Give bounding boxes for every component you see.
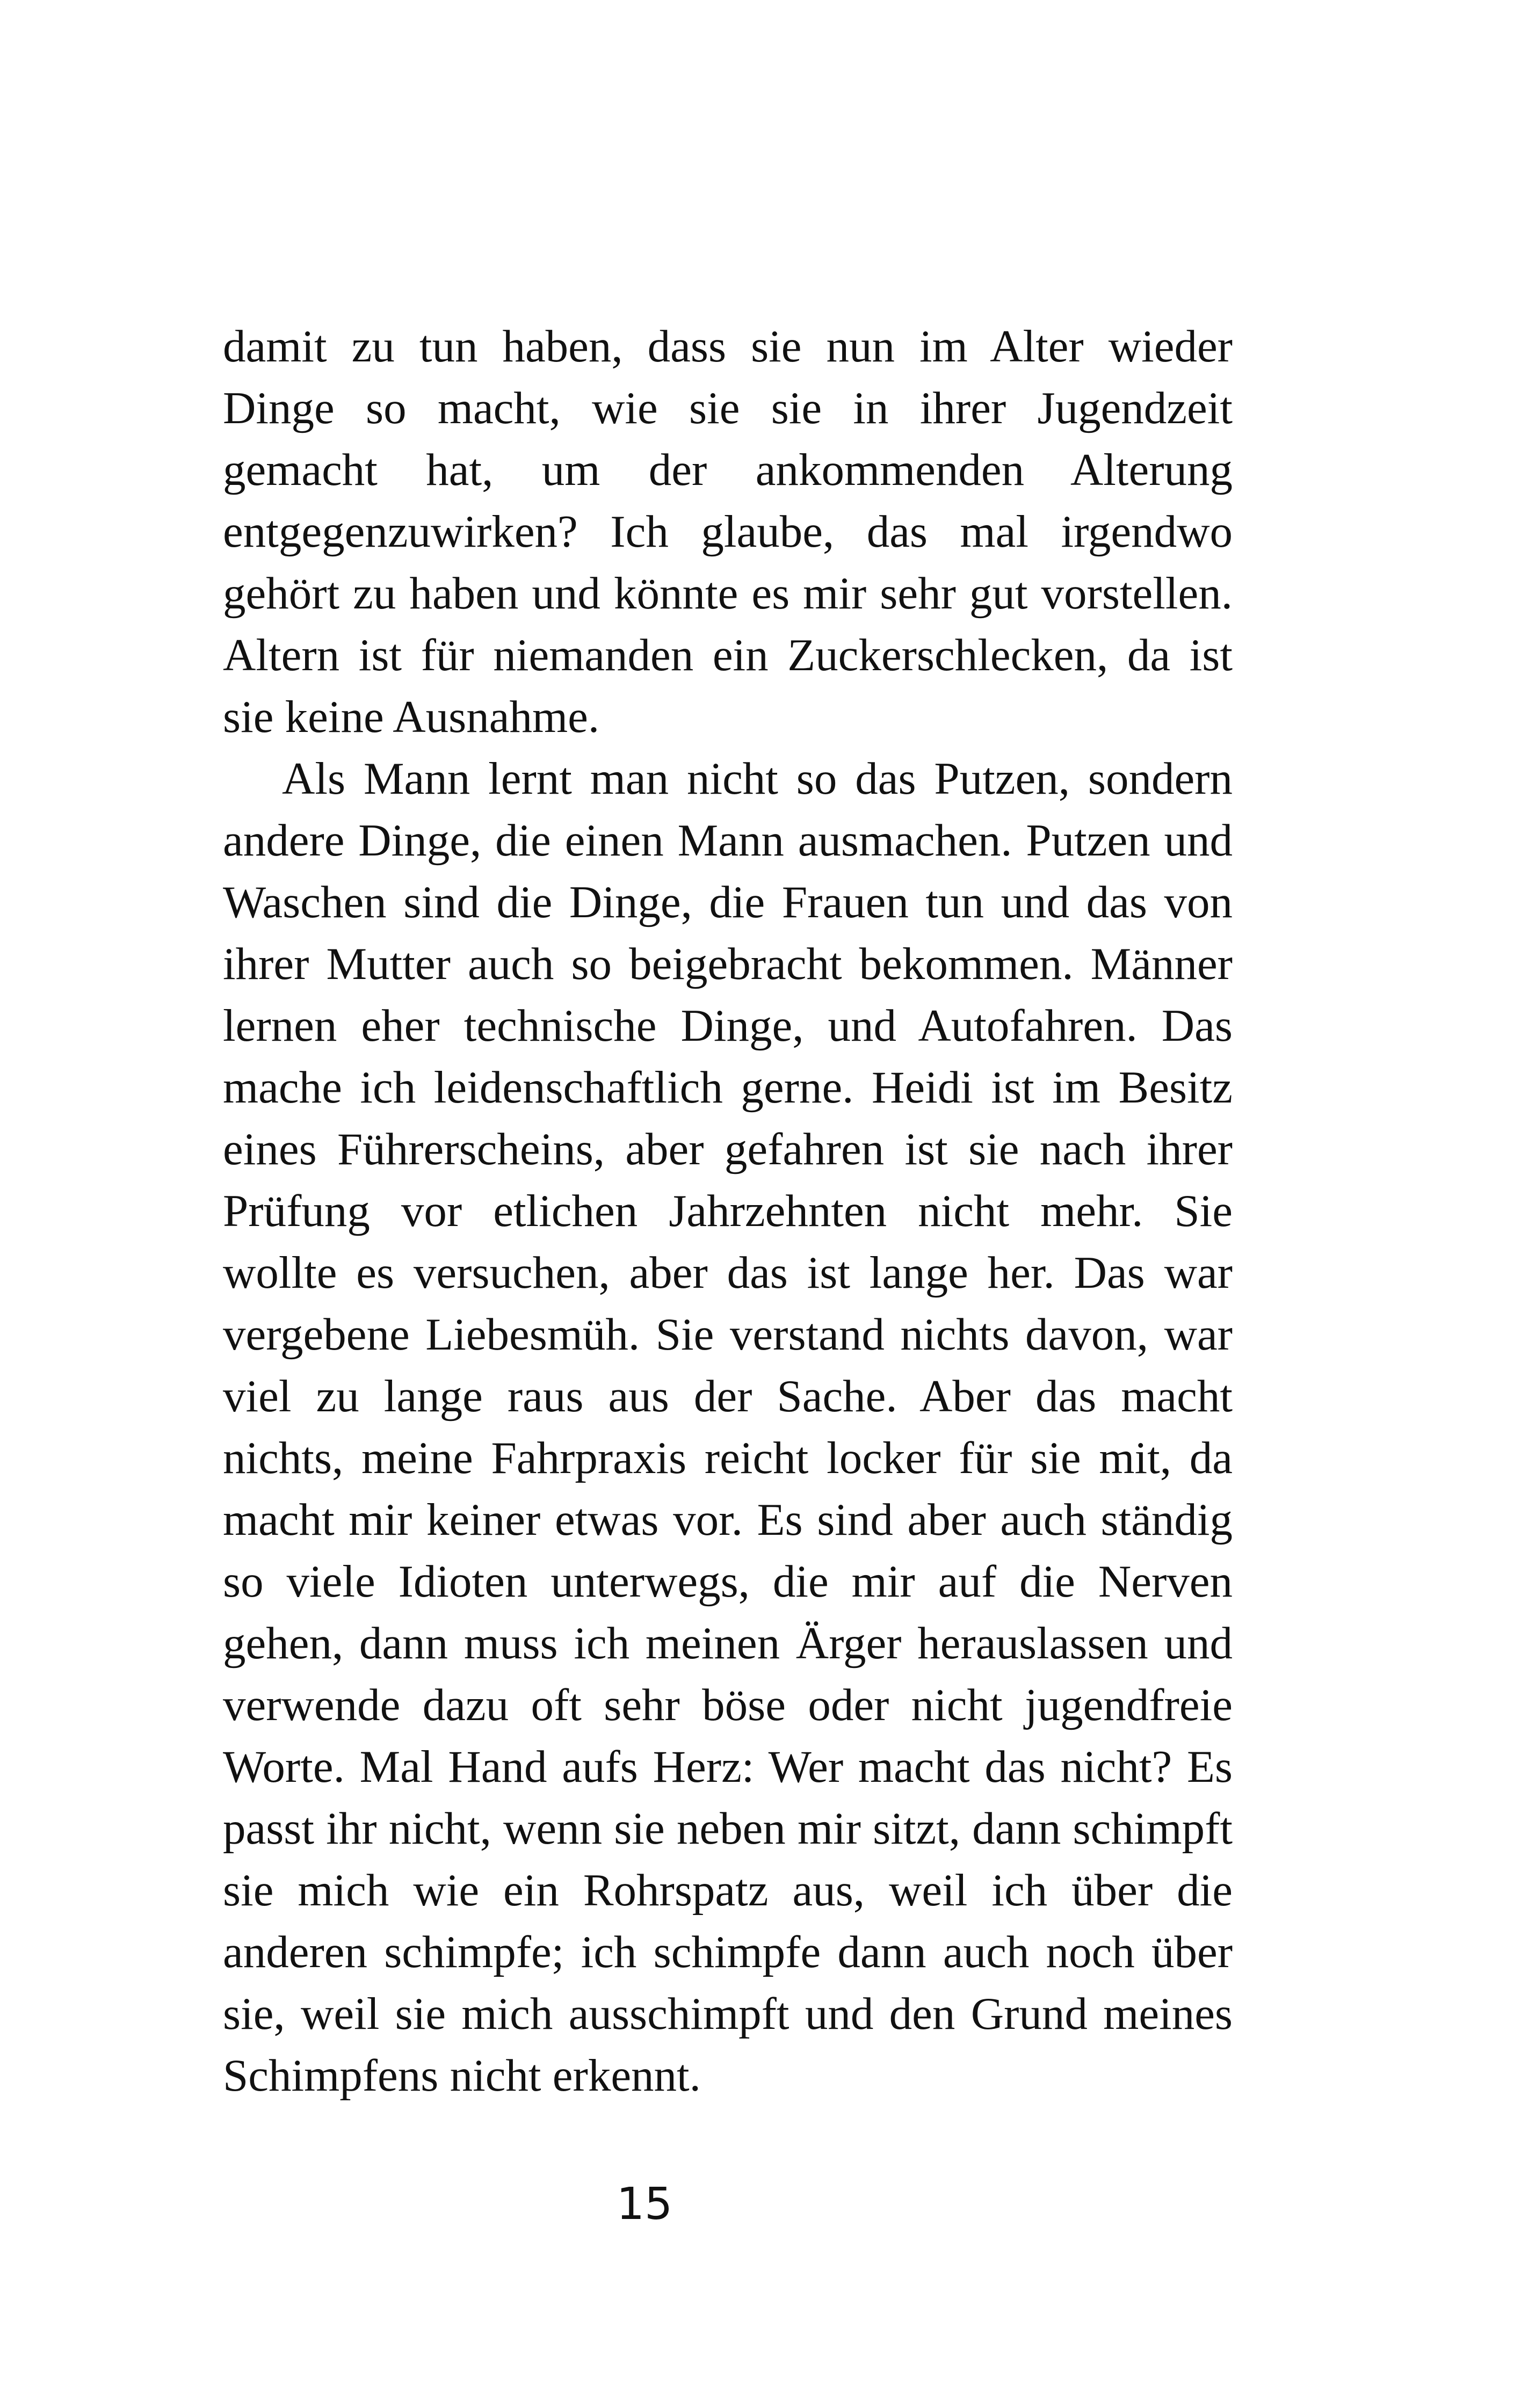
body-text — [223, 316, 1233, 2107]
paragraph-continuation: damit zu tun haben, dass sie nun im Alter wieder Dinge so macht, wie sie sie in ihrer Jugendzeit gemacht hat, um der ankommenden Alterung entgegenzuwirken? Ich glaube, das mal irgendwo gehört zu haben und könnte es mir sehr gut vorstellen. Altern ist für niemanden ein Zuckerschlecken, da ist sie keine Ausnahme. — [223, 321, 1233, 742]
paragraph: Als Mann lernt man nicht so das Putzen, sondern andere Dinge, die einen Mann ausmachen. Putzen und Waschen sind die Dinge, die Frauen tun und das von ihrer Mutter auch so beigebracht bekommen. Männer lernen eher technische Dinge, und Autofahren. Das mache ich leidenschaftlich gerne. Heidi ist im Besitz eines Führerscheins, aber gefahren ist sie nach ihrer Prüfung vor etlichen Jahrzehnten nicht mehr. Sie wollte es versuchen, aber das ist lange her. Das war vergebene Liebesmüh. Sie verstand nichts davon, war viel zu lange raus aus der Sache. Aber das macht nichts, meine Fahrpraxis reicht locker für sie mit, da macht mir keiner etwas vor. Es sind aber auch ständig so viele Idioten unterwegs, die mir auf die Nerven gehen, dann muss ich meinen Ärger herauslassen und verwende dazu oft sehr böse oder nicht jugendfreie Worte. Mal Hand aufs Herz: Wer macht das nicht? Es passt ihr nicht, wenn sie neben mir sitzt, dann schimpft sie mich wie ein Rohrspatz aus, weil ich über die anderen schimpfe; ich schimpfe dann auch noch über sie, weil sie mich ausschimpft und den Grund meines Schimpfens nicht erkennt. — [223, 753, 1233, 2101]
page-number: 15 — [616, 2179, 673, 2230]
